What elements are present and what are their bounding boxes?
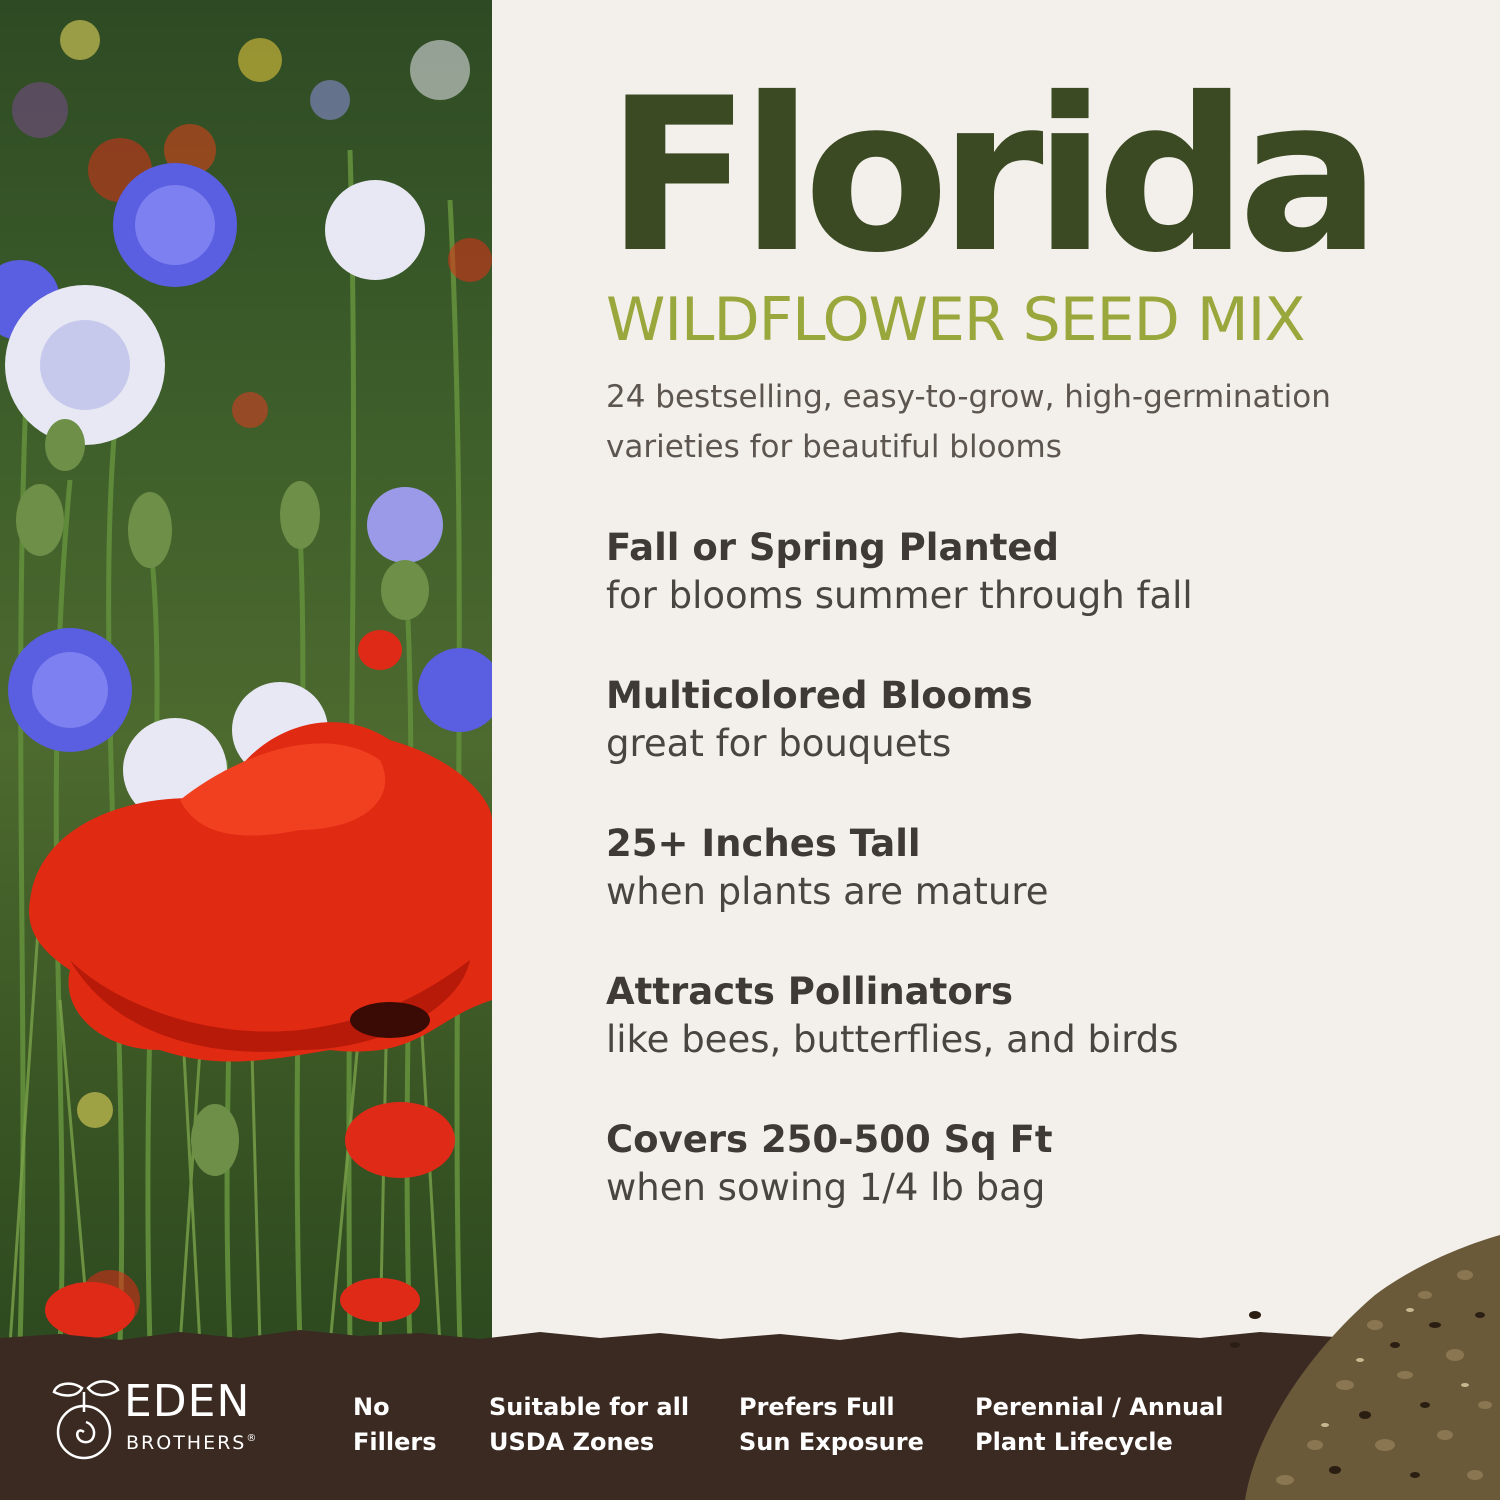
- product-subtitle: WILDFLOWER SEED MIX: [606, 285, 1305, 355]
- feature-title: Attracts Pollinators: [606, 970, 1014, 1013]
- feature-planting: [606, 527, 1426, 621]
- feature-pollinators: [606, 971, 1426, 1065]
- brand-sub: [126, 1434, 258, 1453]
- badge-line: Perennial / Annual: [975, 1393, 1224, 1421]
- badge-sun-exposure: [739, 1390, 924, 1460]
- badge-no-fillers: [353, 1390, 436, 1460]
- badge-line: Sun Exposure: [739, 1428, 924, 1456]
- feature-title: Covers 250-500 Sq Ft: [606, 1118, 1053, 1161]
- feature-desc: when sowing 1/4 lb bag: [606, 1165, 1046, 1209]
- tagline-line-1: 24 bestselling, easy-to-grow, high-germination: [606, 379, 1331, 415]
- feature-desc: for blooms summer through fall: [606, 573, 1193, 617]
- wildflower-photo: [0, 0, 492, 1345]
- badge-line: Prefers Full: [739, 1393, 895, 1421]
- feature-desc: when plants are mature: [606, 869, 1049, 913]
- tagline-line-2: varieties for beautiful blooms: [606, 429, 1062, 465]
- feature-coverage: [606, 1119, 1426, 1213]
- feature-title: Multicolored Blooms: [606, 674, 1033, 717]
- badge-line: Plant Lifecycle: [975, 1428, 1173, 1456]
- brand-name: EDEN: [124, 1376, 251, 1427]
- registered-mark: ®: [246, 1433, 259, 1444]
- badge-line: USDA Zones: [489, 1428, 655, 1456]
- feature-title: Fall or Spring Planted: [606, 526, 1060, 569]
- tagline: [606, 372, 1406, 472]
- brand-sub-text: BROTHERS: [126, 1432, 247, 1454]
- badge-usda-zones: [489, 1390, 689, 1460]
- badge-line: No: [353, 1393, 390, 1421]
- page-title: Florida: [606, 52, 1372, 299]
- feature-title: 25+ Inches Tall: [606, 822, 921, 865]
- badge-line: Fillers: [353, 1428, 437, 1456]
- feature-desc: great for bouquets: [606, 721, 952, 765]
- feature-height: [606, 823, 1426, 917]
- feature-desc: like bees, butterflies, and birds: [606, 1017, 1179, 1061]
- badge-lifecycle: [975, 1390, 1224, 1460]
- wildflower-illustration: [0, 0, 492, 1345]
- seed-pile-image: [1225, 1235, 1500, 1500]
- badge-line: Suitable for all: [489, 1393, 690, 1421]
- feature-colors: [606, 675, 1426, 769]
